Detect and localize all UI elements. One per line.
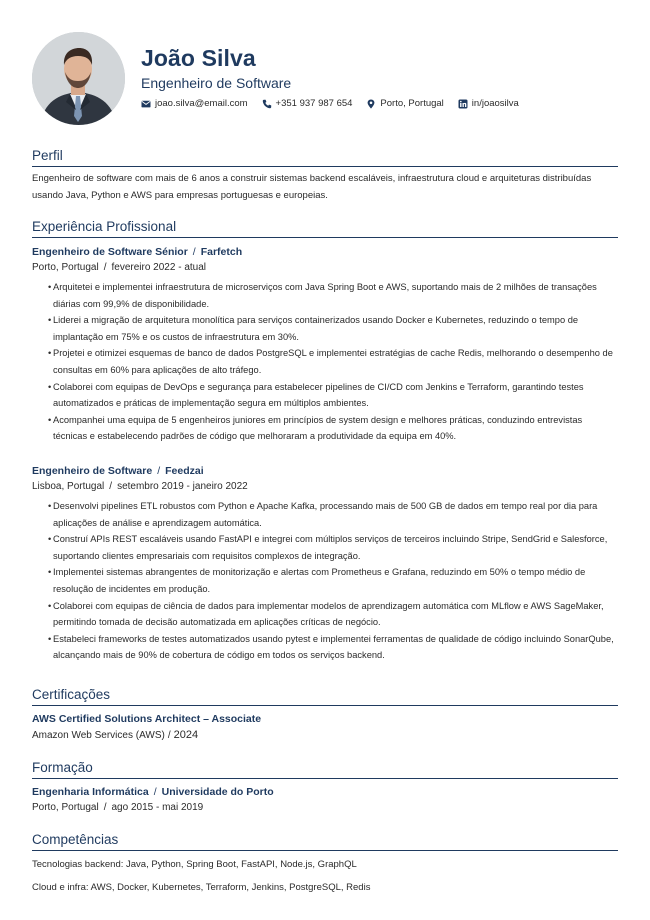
education-location: Porto, Portugal: [32, 802, 99, 813]
job-bullet: • Construí APIs REST escaláveis usando FastAPI e integrei com múltiplos serviços de terceiros incluindo Stripe, SendGrid e Salesforce, suportando clientes empresariais com requisitos complexos de integração.: [48, 534, 608, 561]
education-header: Engenharia Informática / Universidade do Porto: [32, 786, 274, 798]
certifications-section: [32, 687, 618, 743]
phone-icon: [262, 99, 272, 109]
job-role: Engenheiro de Software Sénior: [32, 246, 188, 258]
job-bullet: • Colaborei com equipas de ciência de dados para implementar modelos de aprendizagem automática com MLflow e AWS SageMaker, permitindo tomada de decisão automatizada em aplicações críticas de negócio.: [48, 600, 604, 628]
cert-meta: Amazon Web Services (AWS) / 2024: [32, 729, 199, 741]
job-entry-farfetch: [32, 245, 618, 445]
job-meta: Lisboa, Portugal / setembro 2019 - janeiro 2022: [32, 480, 248, 492]
cert-issuer: Amazon Web Services (AWS): [32, 730, 165, 741]
section-title-experience: Experiência Profissional: [32, 219, 618, 238]
contact-email[interactable]: [141, 98, 248, 110]
phone-text: +351 937 987 654: [275, 98, 353, 109]
email-text: joao.silva@email.com: [155, 98, 248, 109]
job-bullet: • Liderei a migração de arquitetura monolítica para serviços containerizados usando Docker e Kubernetes, reduzindo o tempo de implantação em 75% e os custos de infraestrutura em 30%.: [48, 315, 579, 342]
resume-header: [32, 32, 622, 126]
section-title-certifications: Certificações: [32, 687, 618, 706]
profile-section: [32, 148, 618, 204]
job-entry-feedzai: [32, 464, 618, 664]
email-icon: [141, 99, 151, 109]
education-dates: ago 2015 - mai 2019: [111, 802, 204, 813]
education-meta: Porto, Portugal / ago 2015 - mai 2019: [32, 802, 204, 813]
location-pin-icon: [366, 99, 376, 109]
skill-line-cloud: Cloud e infra: AWS, Docker, Kubernetes, Terraform, Jenkins, PostgreSQL, Redis: [32, 882, 371, 893]
education-school: Universidade do Porto: [161, 786, 274, 798]
skill-line-backend: Tecnologias backend: Java, Python, Spring Boot, FastAPI, Node.js, GraphQL: [32, 859, 357, 870]
section-title-profile: Perfil: [32, 148, 618, 167]
education-section: [32, 760, 618, 815]
experience-section: [32, 219, 618, 664]
profile-summary: Engenheiro de software com mais de 6 anos a construir sistemas backend escaláveis, infraestrutura cloud e arquiteturas distribuídas usando Java, Python e AWS para empresas portuguesas e europeias.: [32, 173, 592, 201]
linkedin-text: in/joaosilva: [471, 98, 519, 109]
job-bullet: • Projetei e otimizei esquemas de banco de dados PostgreSQL e implementei estratégias de cache Redis, melhorando o desempenho de consultas em 60% para aplicações de alto tráfego.: [48, 348, 613, 375]
job-bullet: • Implementei sistemas abrangentes de monitorização e alertas com Prometheus e Grafana, reduzindo em 50% o tempo médio de resolução de incidentes em produção.: [48, 567, 586, 594]
job-company: Farfetch: [200, 246, 243, 258]
candidate-name: João Silva: [141, 45, 256, 71]
skills-section: [32, 832, 618, 895]
job-dates: fevereiro 2022 - atual: [111, 262, 207, 273]
job-location: Porto, Portugal: [32, 262, 99, 273]
contact-linkedin[interactable]: [458, 98, 519, 110]
cert-name: AWS Certified Solutions Architect – Associate: [32, 713, 262, 725]
job-header: Engenheiro de Software Sénior / Farfetch: [32, 246, 243, 258]
job-header: Engenheiro de Software / Feedzai: [32, 464, 204, 477]
linkedin-icon: [458, 99, 468, 109]
education-degree: Engenharia Informática: [32, 786, 149, 798]
job-bullet: • Desenvolvi pipelines ETL robustos com Python e Apache Kafka, processando mais de 500 GB de dados em tempo real por dia para aplicações de análise e aprendizagem automática.: [48, 500, 598, 528]
job-bullets: [32, 279, 618, 445]
job-company: Feedzai: [165, 464, 204, 477]
contact-location: [366, 98, 443, 110]
contact-bar: [141, 98, 533, 110]
profile-photo: [32, 32, 125, 125]
contact-phone[interactable]: [262, 98, 353, 110]
candidate-title: Engenheiro de Software: [141, 75, 292, 91]
avatar: [32, 32, 125, 125]
job-bullet: • Colaborei com equipas de DevOps e segurança para estabelecer pipelines de CI/CD com Jenkins e Terraform, garantindo testes automatizados e práticas de implementação segura em múltiplos ambientes.: [48, 381, 584, 409]
job-bullets: [32, 498, 618, 664]
job-bullet: • Arquitetei e implementei infraestrutura de microserviços com Java Spring Boot e AWS, suportando mais de 2 milhões de transações diárias com 99,9% de disponibilidade.: [48, 282, 597, 309]
location-text: Porto, Portugal: [380, 98, 444, 109]
job-bullet: • Estabeleci frameworks de testes automatizados usando pytest e implementei ferramentas de qualidade de código incluindo SonarQube, alcançando mais de 90% de cobertura de código em todos os serviços backend.: [48, 633, 614, 661]
job-location: Lisboa, Portugal: [32, 480, 105, 492]
job-bullet: • Acompanhei uma equipa de 5 engenheiros juniores em princípios de system design e melhores práticas, conduzindo entrevistas técnicas e estabelecendo padrões de código que melhoraram a produtividade da equipa em 40%.: [48, 414, 583, 442]
job-role: Engenheiro de Software: [32, 464, 153, 477]
job-dates: setembro 2019 - janeiro 2022: [117, 480, 248, 492]
section-title-education: Formação: [32, 760, 618, 779]
job-meta: Porto, Portugal / fevereiro 2022 - atual: [32, 262, 207, 273]
section-title-skills: Competências: [32, 832, 618, 851]
cert-year: 2024: [173, 729, 199, 741]
